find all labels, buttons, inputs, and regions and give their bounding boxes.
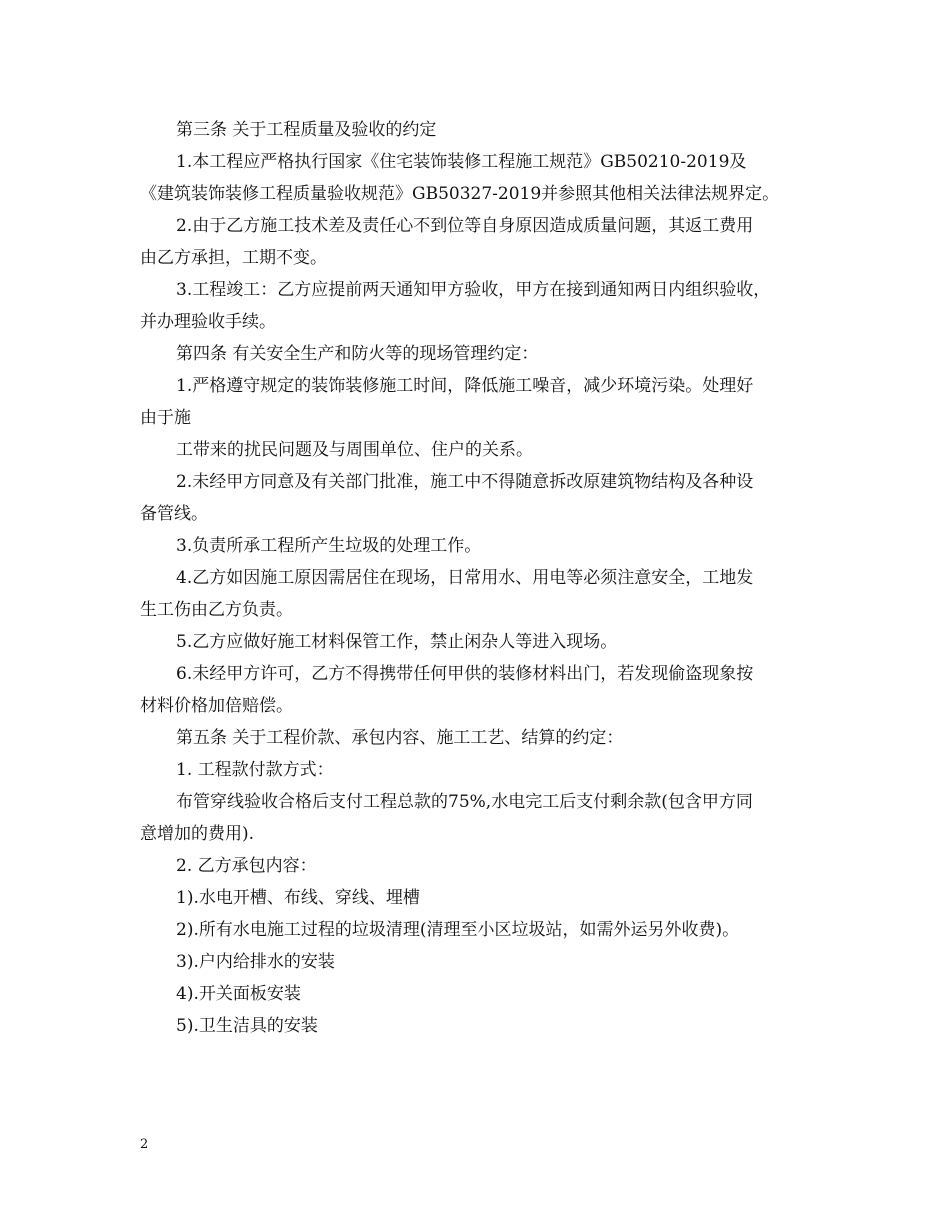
text-line: 1.严格遵守规定的装饰装修施工时间，降低施工噪音，减少环境污染。处理好 xyxy=(176,376,754,396)
text-line: 布管穿线验收合格后支付工程总款的75%,水电完工后支付剩余款(包含甲方同 xyxy=(176,792,753,812)
text-line: 3).户内给排水的安装 xyxy=(176,952,335,972)
page-number: 2 xyxy=(140,1137,149,1152)
text-line: 由乙方承担，工期不变。 xyxy=(140,248,327,268)
text-line: 备管线。 xyxy=(140,504,208,524)
text-line: 材料价格加倍赔偿。 xyxy=(140,696,293,716)
text-line: 2).所有水电施工过程的垃圾清理(清理至小区垃圾站，如需外运另外收费)。 xyxy=(176,920,740,940)
text-line: 《建筑装饰装修工程质量验收规范》GB50327-2019并参照其他相关法律法规界定。 xyxy=(140,184,780,204)
text-line: 2. 乙方承包内容： xyxy=(176,856,317,876)
document-body xyxy=(140,117,820,1045)
text-line: 由于施 xyxy=(140,408,191,428)
text-line: 并办理验收手续。 xyxy=(140,312,276,332)
text-line: 第三条 关于工程质量及验收的约定 xyxy=(176,120,437,140)
text-line: 3.负责所承工程所产生垃圾的处理工作。 xyxy=(176,536,482,556)
text-line: 3.工程竣工：乙方应提前两天通知甲方验收，甲方在接到通知两日内组织验收， xyxy=(176,280,771,300)
text-line: 生工伤由乙方负责。 xyxy=(140,600,293,620)
text-line: 2.由于乙方施工技术差及责任心不到位等自身原因造成质量问题，其返工费用 xyxy=(176,216,754,236)
text-line: 4.乙方如因施工原因需居住在现场，日常用水、用电等必须注意安全，工地发 xyxy=(176,568,754,588)
text-line: 4).开关面板安装 xyxy=(176,984,301,1004)
text-line: 2.未经甲方同意及有关部门批准，施工中不得随意拆改原建筑物结构及各种设 xyxy=(176,472,754,492)
text-line: 工带来的扰民问题及与周围单位、住户的关系。 xyxy=(176,440,533,460)
text-line: 5).卫生洁具的安装 xyxy=(176,1016,318,1036)
text-line: 1. 工程款付款方式： xyxy=(176,760,334,780)
text-line: 意增加的费用). xyxy=(140,824,255,844)
text-line: 1.本工程应严格执行国家《住宅装饰装修工程施工规范》GB50210-2019及 xyxy=(176,152,747,172)
text-line: 第四条 有关安全生产和防火等的现场管理约定： xyxy=(176,344,539,364)
text-line: 6.未经甲方许可，乙方不得携带任何甲供的装修材料出门，若发现偷盗现象按 xyxy=(176,664,754,684)
text-line: 1).水电开槽、布线、穿线、埋槽 xyxy=(176,888,420,908)
text-line: 第五条 关于工程价款、承包内容、施工工艺、结算的约定： xyxy=(176,728,624,748)
text-line: 5.乙方应做好施工材料保管工作，禁止闲杂人等进入现场。 xyxy=(176,632,618,652)
